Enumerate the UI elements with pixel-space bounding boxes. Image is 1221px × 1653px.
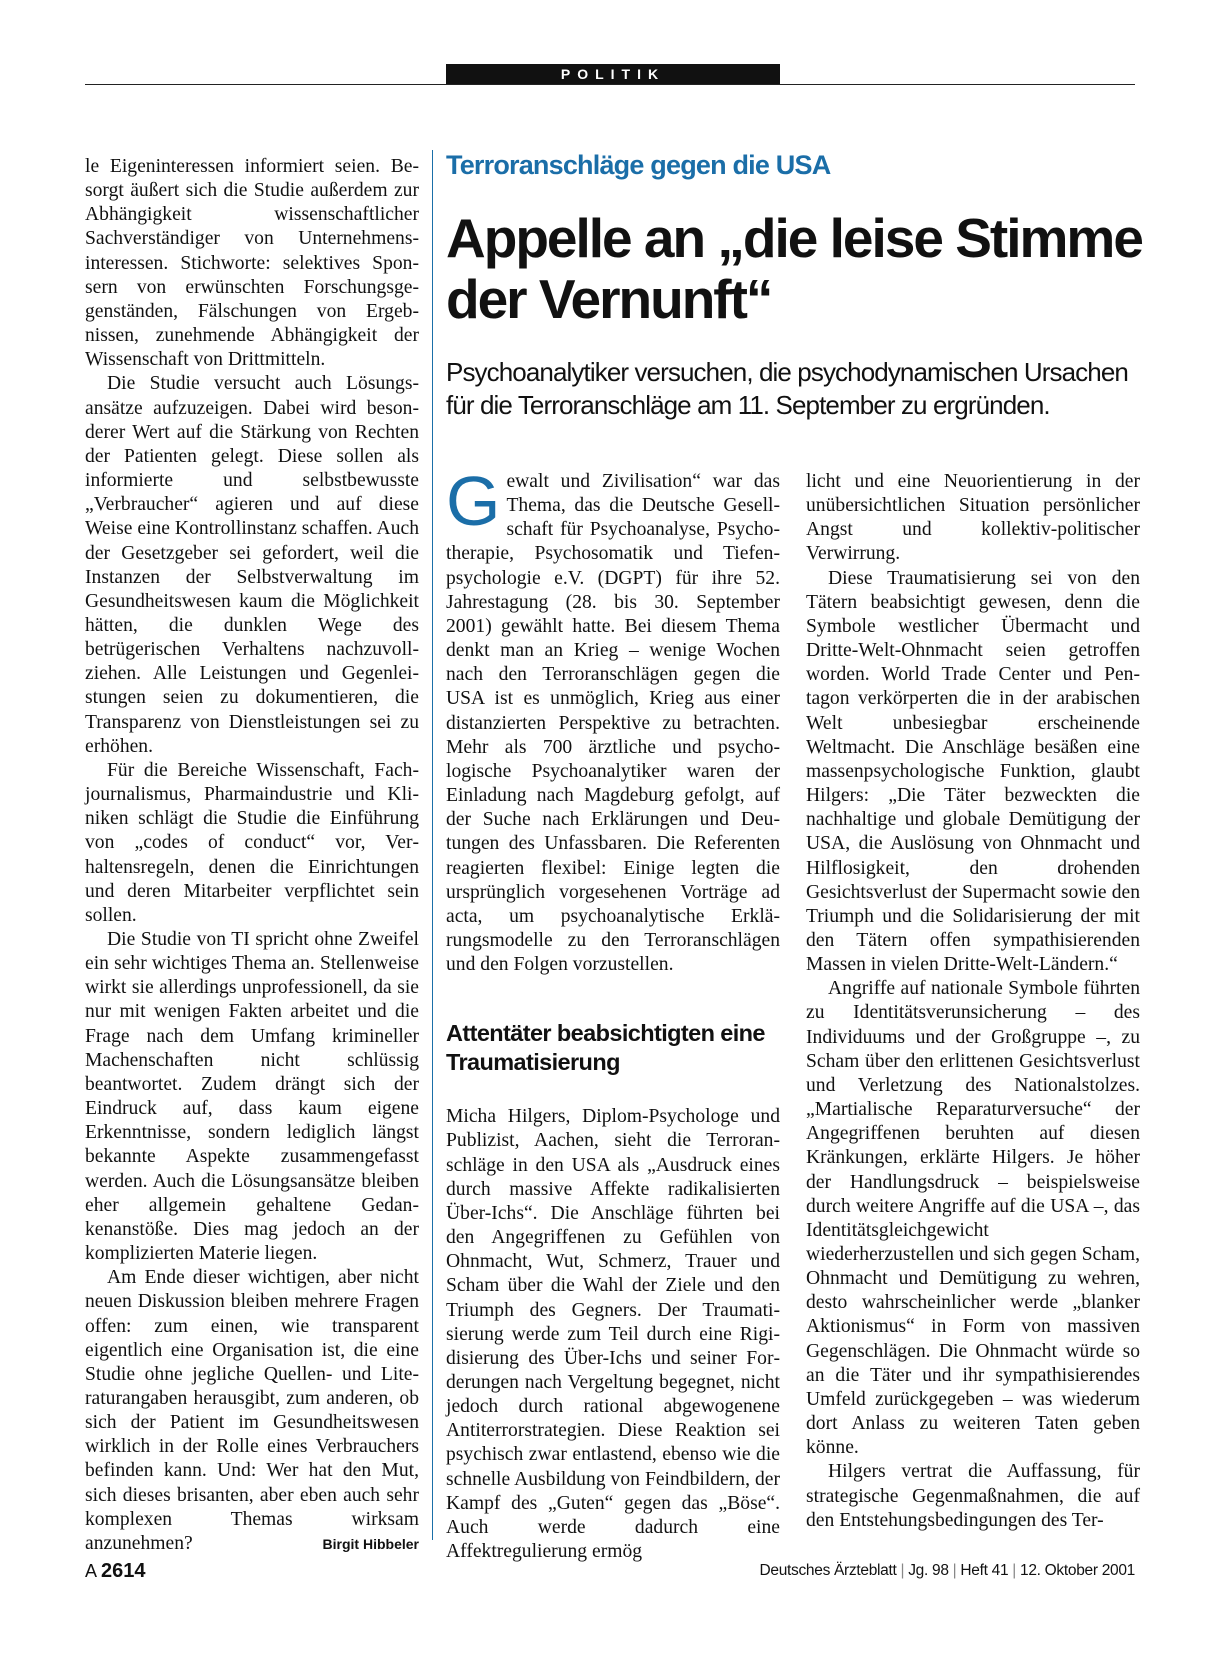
journal-issue: Heft 41	[960, 1562, 1009, 1579]
footer-separator: |	[1012, 1562, 1017, 1579]
page-footer	[85, 1560, 1135, 1588]
prev-article-column	[85, 155, 419, 1556]
journal-volume: Jg. 98	[908, 1562, 949, 1579]
article-lede: Psychoanalytiker versuchen, die psychodynamischen Ursachen für die Terroranschläge am 11. September zu ergründen.	[446, 357, 1128, 420]
article-paragraph: Micha Hilgers, Diplom-Psychologe und Publizist, Aachen, sieht die Terroranschläge in den USA als „Ausdruck eines durch massive Affekte radikalisierten Über-Ichs“. Die Anschläge führten bei den Angegriffenen zu Gefühlen von Ohnmacht, Wut, Schmerz, Trauer und Scham über die Wahl der Ziele und den Triumph des Gegners. Der Traumatisierung werde zum Teil durch eine Rigidisierung des Über-Ichs und seiner Forderungen nach Vergeltung begegnet, nicht jedoch durch rational abgewogenene Antiterrorstrategien. Diese Reaktion sei psychisch zwar entlastend, ebenso wie die schnelle Ausbildung von Feindbildern, der Kampf des „Guten“ gegen das „Böse“. Auch werde dadurch eine Affektregulierung ermög	[446, 1106, 780, 1563]
journal-name: Deutsches Ärzteblatt	[759, 1562, 897, 1579]
prev-article-paragraph-text: Am Ende dieser wichtigen, aber nicht neuen Diskussion bleiben mehrere Fragen offen: zum einen, wie transparent eigentlich eine Organisation ist, die eine Studie ohne jegliche Quellen- und Literaturangaben herausgibt, zum anderen, ob sich der Patient im Gesundheitswesen wirklich in der Rolle eines Verbrauchers befinden kann. Und: Wer hat den Mut, sich dieses brisanten, aber eben auch sehr komplexen Themas wirksam anzunehmen?	[85, 1267, 419, 1554]
footer-separator: |	[900, 1562, 905, 1579]
prev-article-paragraph: Die Studie versucht auch Lösungsansätze aufzuzeigen. Dabei wird besonderer Wert auf die Stärkung von Rechten der Patienten gelegt. Diese sollen als informierte und selbstbewusste „Verbraucher“ agieren und auf diese Weise eine Kontrollinstanz schaffen. Auch der Gesetzgeber sei gefordert, weil die Instanzen der Selbstverwaltung im Gesundheitswesen kaum die Möglichkeit hätten, die dunklen Wege des betrügerischen Verhaltens nachzuvollziehen. Alle Leistungen und Gegenleistungen seien zu dokumentieren, die Transparenz von Dienstleistungen sei zu erhöhen.	[85, 373, 419, 757]
article-paragraph: Diese Traumatisierung sei von den Tätern beabsichtigt gewesen, denn die Symbole westlicher Übermacht und Dritte-Welt-Ohnmacht seien getroffen worden. World Trade Center und Pentagon verkörperten die in der arabischen Welt unbesiegbar erscheinende Weltmacht. Die Anschläge besäßen eine massenpsychologische Funktion, glaubt Hilgers: „Die Täter bezweckten die nachhaltige und globale Demütigung der USA, die Auslösung von Ohnmacht und Hilflosigkeit, den drohenden Gesichtsverlust der Supermacht sowie den Triumph und die Solidarisierung der mit den Tätern offen sympathisierenden Massen in vielen Dritte-Welt-Ländern.“	[806, 567, 1140, 976]
article-intro-paragraph	[446, 462, 780, 977]
article-column-2	[446, 462, 780, 1564]
article-headline: Appelle an „die leise Stimme der Vernunft“	[446, 207, 1142, 330]
article-subheading: Attentäter beabsichtigten eine Traumatisierung	[446, 1020, 765, 1076]
section-label: POLITIK	[446, 64, 780, 85]
article-intro-text: ewalt und Zivilisation“ war das Thema, das die Deutsche Gesellschaft für Psychoanalyse, Psychotherapie, Psychosomatik und Tiefenpsychologie e.V. (DGPT) für ihre 52. Jahrestagung (28. bis 30. September 2001) gewählt hatte. Bei diesem Thema denkt man an Krieg – wenige Wochen nach den Terroranschlägen gegen die USA ist es unmöglich, Krieg aus einer distanzierten Perspektive zu betrachten. Mehr als 700 ärztliche und psychologische Psychoanalytiker waren der Einladung nach Magdeburg gefolgt, auf der Suche nach Erklärungen und Deutungen des Unfassbaren. Die Referenten reagierten flexibel: Einige legten die ursprünglich vorgesehenen Vorträge ad acta, um psychoanalytische Erklärungsmodelle zu den Terroranschlägen und den Folgen vorzustellen.	[446, 471, 780, 976]
article-paragraph: licht und eine Neuorientierung in der unübersichtlichen Situation persönlicher Angst und kollektiv-politischer Verwirrung.	[806, 471, 1140, 565]
footer-separator: |	[952, 1562, 957, 1579]
page-number-value: 2614	[101, 1560, 146, 1582]
article-column-3	[806, 470, 1140, 1533]
article-paragraph: Angriffe auf nationale Symbole führten zu Identitätsverunsicherung – des Individuums und der Großgruppe –, zu Scham über den erlittenen Gesichtsverlust und Verletzung des Nationalstolzes. „Martialische Reparaturversuche“ der Angegriffenen beruhten auf diesen Kränkungen, erklärte Hilgers. Je höher der Handlungsdruck – beispielsweise durch weitere Angriffe auf die USA –, das Identitätsgleichgewicht wiederherzustellen und sich gegen Scham, Ohnmacht und Demütigung zu wehren, desto wahrscheinlicher werde „blanker Aktionismus“ in Form von massiven Gegenschlägen. Die Ohnmacht würde so an die Täter und ihr sympathisierendes Umfeld zurückgegeben – was wiederum dort Anlass zu weiteren Taten geben könne.	[806, 978, 1140, 1459]
article-kicker: Terroranschläge gegen die USA	[446, 150, 831, 180]
page-prefix: A	[85, 1561, 97, 1581]
article-paragraph: Hilgers vertrat die Auffassung, für strategische Gegenmaßnahmen, die auf den Entstehungsbedingungen des Ter-	[806, 1461, 1140, 1531]
prev-article-paragraph: le Eigeninteressen informiert seien. Besorgt äußert sich die Studie außerdem zur Abhängigkeit wissenschaftlicher Sachverständiger von Unternehmensinteressen. Stichworte: selektives Sponsern von erwünschten Forschungsgegenständen, Fälschungen von Ergebnissen, zunehmende Abhängigkeit der Wissenschaft von Drittmitteln.	[85, 156, 419, 371]
page-number	[85, 1560, 146, 1583]
author-byline: Birgit Hibbeler	[322, 1535, 419, 1552]
journal-date: 12. Oktober 2001	[1020, 1562, 1135, 1579]
prev-article-paragraph	[85, 1266, 419, 1556]
drop-cap: G	[446, 462, 501, 540]
journal-info	[759, 1562, 1135, 1580]
prev-article-paragraph: Für die Bereiche Wissenschaft, Fachjournalismus, Pharmaindustrie und Kliniken schlägt die Studie die Einführung von „codes of conduct“ vor, Verhaltensregeln, denen die Einrichtungen und deren Mitarbeiter verpflichtet sein sollen.	[85, 759, 419, 926]
header-rule	[85, 84, 1135, 85]
column-divider	[432, 150, 433, 1540]
prev-article-paragraph: Die Studie von TI spricht ohne Zweifel ein sehr wichtiges Thema an. Stellenweise wirkt sie allerdings unprofessionell, da sie nur mit wenigen Fakten arbeitet und die Frage nach dem Umfang krimineller Machenschaften nicht schlüssig beantwortet. Zudem drängt sich der Eindruck auf, dass kaum eigene Erkenntnisse, sondern lediglich längst bekannte Aspekte zusammengefasst werden. Auch die Lösungsansätze bleiben eher allgemein gehaltene Gedankenanstöße. Dies mag jedoch an der komplizierten Materie liegen.	[85, 929, 419, 1265]
